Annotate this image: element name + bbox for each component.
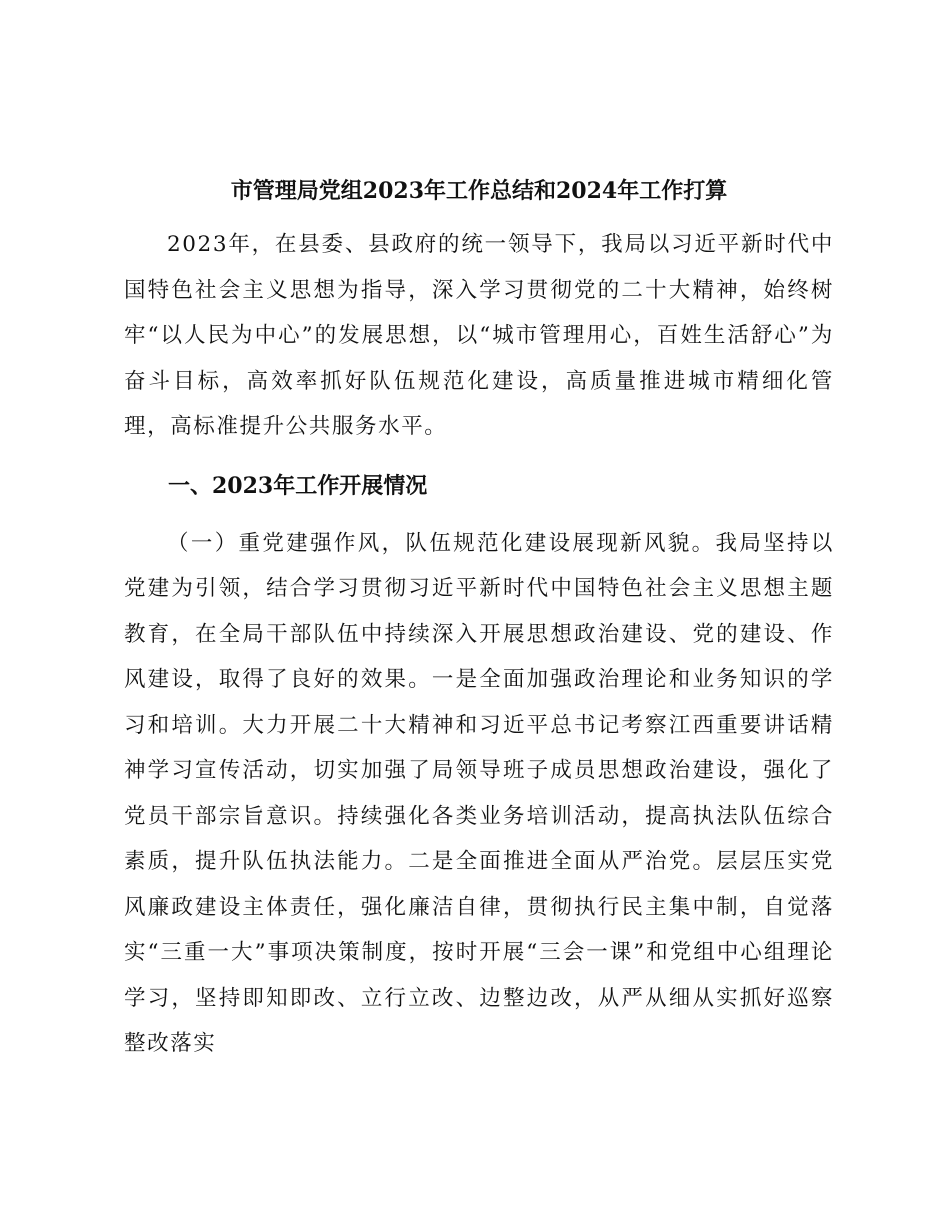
body-paragraph: （一）重党建强作风，队伍规范化建设展现新风貌。我局坚持以党建为引领，结合学习贯彻习近平新时代中国特色社会主义思想主题教育，在全局干部队伍中持续深入开展思想政治建设、党的建设、作风建设，取得了良好的效果。一是全面加强政治理论和业务知识的学习和培训。大力开展二十大精神和习近平总书记考察江西重要讲话精神学习宣传活动，切实加强了局领导班子成员思想政治建设，强化了党员干部宗旨意识。持续强化各类业务培训活动，提高执法队伍综合素质，提升队伍执法能力。二是全面推进全面从严治党。层层压实党风廉政建设主体责任，强化廉洁自律，贯彻执行民主集中制，自觉落实“三重一大”事项决策制度，按时开展“三会一课”和党组中心组理论学习，坚持即知即改、立行立改、边整边改，从严从细从实抓好巡察整改落实: [124, 530, 834, 1056]
intro-paragraph: 2023年，在县委、县政府的统一领导下，我局以习近平新时代中国特色社会主义思想为指导，深入学习贯彻党的二十大精神，始终树牢“以人民为中心”的发展思想，以“城市管理用心，百姓生活舒心”为奋斗目标，高效率抓好队伍规范化建设，高质量推进城市精细化管理，高标准提升公共服务水平。: [124, 232, 834, 439]
section-heading: 一、2023年工作开展情况: [168, 472, 428, 499]
document-title: 市管理局党组2023年工作总结和2024年工作打算: [230, 178, 728, 204]
document-page: [124, 170, 834, 1067]
